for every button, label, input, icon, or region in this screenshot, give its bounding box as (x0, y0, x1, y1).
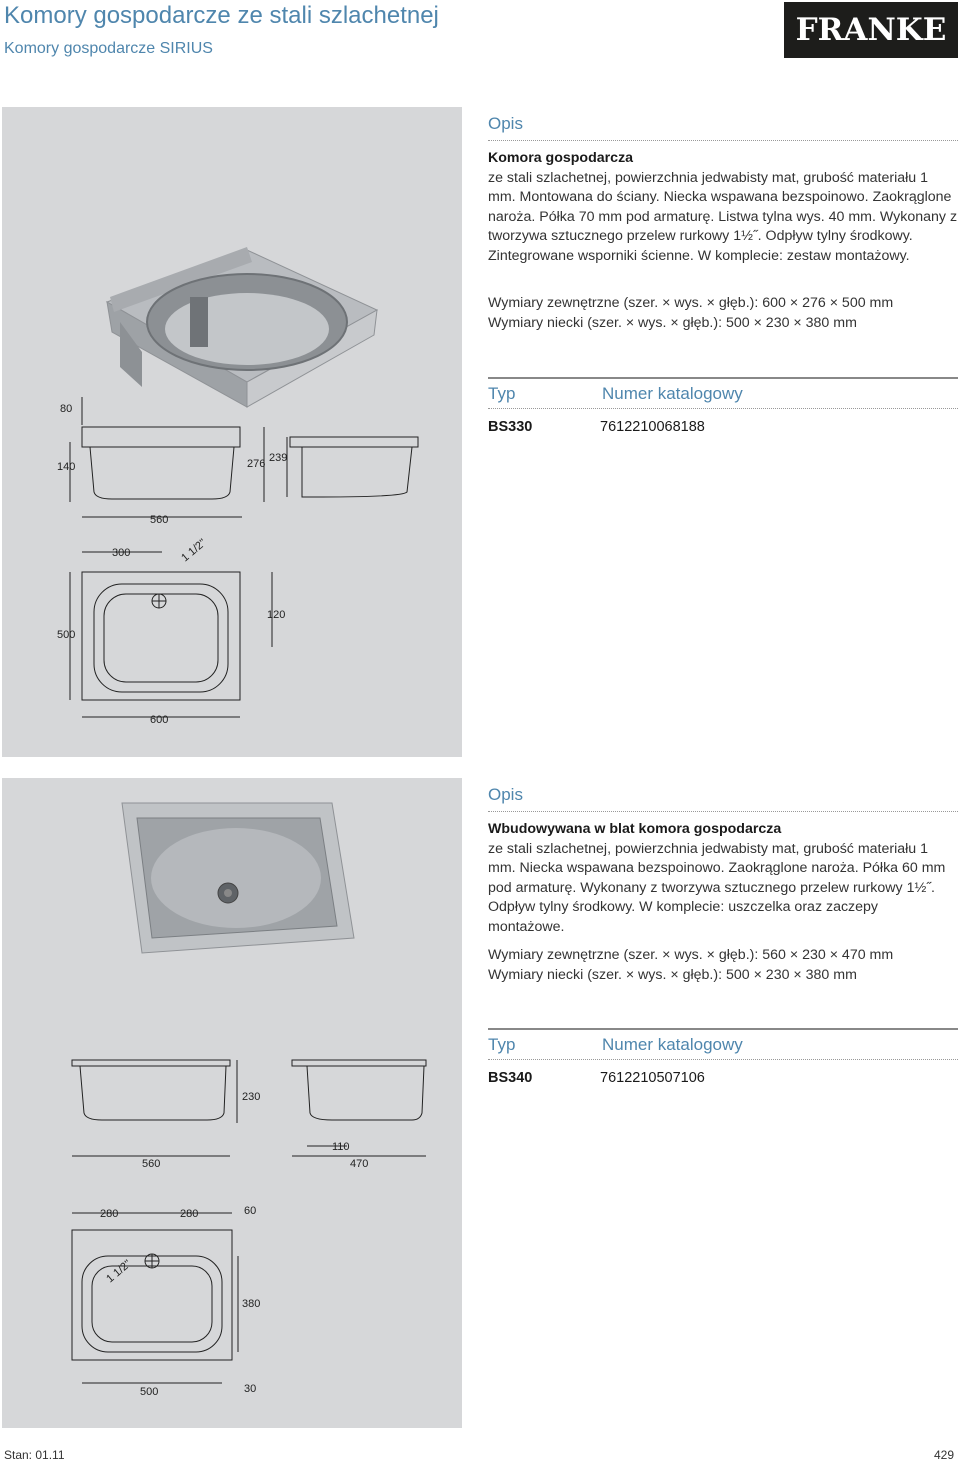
dim-1-1-2: 1 1/2" (179, 536, 209, 565)
divider (488, 1059, 958, 1060)
product2-side-view (292, 1060, 426, 1170)
product1-top-view (57, 537, 285, 726)
product2-photo (122, 803, 354, 953)
product2-catalog-header: Numer katalogowy (602, 1035, 743, 1054)
divider (488, 377, 958, 379)
footer-status: Stan: 01.11 (4, 1448, 65, 1462)
dim-30: 30 (244, 1383, 257, 1395)
dim-600: 600 (150, 714, 169, 726)
product1-name: Komora gospodarcza (488, 150, 634, 166)
divider (488, 408, 958, 409)
product2-description-block (488, 820, 958, 937)
dim-300: 300 (112, 547, 131, 559)
product1-drawings (2, 107, 462, 757)
product2-name: Wbudowywana w blat komora gospodarcza (488, 821, 782, 837)
product2-dims-basin: Wymiary niecki (szer. × wys. × głęb.): 500 × 230 × 380 mm (488, 967, 857, 983)
product2-dims-outer: Wymiary zewnętrzne (szer. × wys. × głęb.): 560 × 230 × 470 mm (488, 947, 894, 963)
dim-280-left: 280 (100, 1208, 119, 1220)
dim-239: 239 (269, 452, 288, 464)
dim-276: 276 (247, 458, 266, 470)
product2-description: ze stali szlachetnej, powierzchnia jedwabisty mat, grubość materiału 1 mm. Niecka wspawana bezspoinowo. Zaokrąglone naroża. Półka 60 mm pod armaturę. Wykonany z tworzywa sztucznego przelew rurkowy 1½˝. Odpływ tylny środkowy. W komplecie: uszczelka oraz zaczepy montażowe. (488, 840, 946, 935)
dim-230: 230 (242, 1091, 261, 1103)
page-subtitle: Komory gospodarcze SIRIUS (4, 40, 213, 57)
dim-60: 60 (244, 1205, 257, 1217)
dim-380: 380 (242, 1298, 261, 1310)
divider (488, 1028, 958, 1030)
product1-dims-basin: Wymiary niecki (szer. × wys. × głęb.): 500 × 230 × 380 mm (488, 315, 857, 331)
dim-560: 560 (150, 514, 169, 526)
dim-140: 140 (57, 461, 76, 473)
dim-80: 80 (60, 403, 73, 415)
dim-280-right: 280 (180, 1208, 199, 1220)
dim-500: 500 (57, 629, 76, 641)
product1-type: BS330 (488, 419, 533, 435)
product2-front-view (72, 1060, 260, 1170)
product1-dims-outer: Wymiary zewnętrzne (szer. × wys. × głęb.): 600 × 276 × 500 mm (488, 295, 894, 311)
dim-470: 470 (350, 1158, 369, 1170)
dim-110: 110 (332, 1141, 350, 1153)
product1-photo (107, 247, 377, 407)
product2-drawings (2, 778, 462, 1428)
product1-front-view (57, 397, 242, 526)
franke-logo: FRANKE (784, 2, 958, 58)
product1-description-block (488, 149, 958, 266)
product2-dimensions (488, 945, 893, 985)
product2-type-header: Typ (488, 1035, 516, 1054)
dim-500: 500 (140, 1386, 159, 1398)
divider (488, 140, 958, 141)
product1-type-header: Typ (488, 384, 516, 403)
dim-560: 560 (142, 1158, 161, 1170)
product1-description: ze stali szlachetnej, powierzchnia jedwabisty mat, grubość materiału 1 mm. Montowana do ściany. Niecka wspawana bezspoinowo. Zaokrąglone naroża. Półka 70 mm pod armaturę. Listwa tylna wys. 40 mm. Wykonany z tworzywa sztucznego przelew rurkowy 1½˝. Odpływ tylny środkowy. Zintegrowane wsporniki ścienne. W komplecie: zestaw montażowy. (488, 169, 958, 264)
product2-top-view (72, 1205, 260, 1398)
product1-section-label: Opis (488, 114, 523, 133)
product1-image-panel (2, 107, 462, 757)
product1-catalog-header: Numer katalogowy (602, 384, 743, 403)
page-title: Komory gospodarcze ze stali szlachetnej (4, 2, 439, 29)
product2-section-label: Opis (488, 785, 523, 804)
page-number: 429 (934, 1448, 955, 1462)
product2-image-panel (2, 778, 462, 1428)
product1-side-view (247, 427, 418, 502)
divider (488, 811, 958, 812)
product2-type: BS340 (488, 1070, 533, 1086)
dim-1-1-2: 1 1/2" (104, 1257, 134, 1286)
product2-catalog-number: 7612210507106 (600, 1070, 705, 1086)
dim-120: 120 (267, 609, 286, 621)
product1-dimensions (488, 293, 893, 333)
product1-catalog-number: 7612210068188 (600, 419, 705, 435)
